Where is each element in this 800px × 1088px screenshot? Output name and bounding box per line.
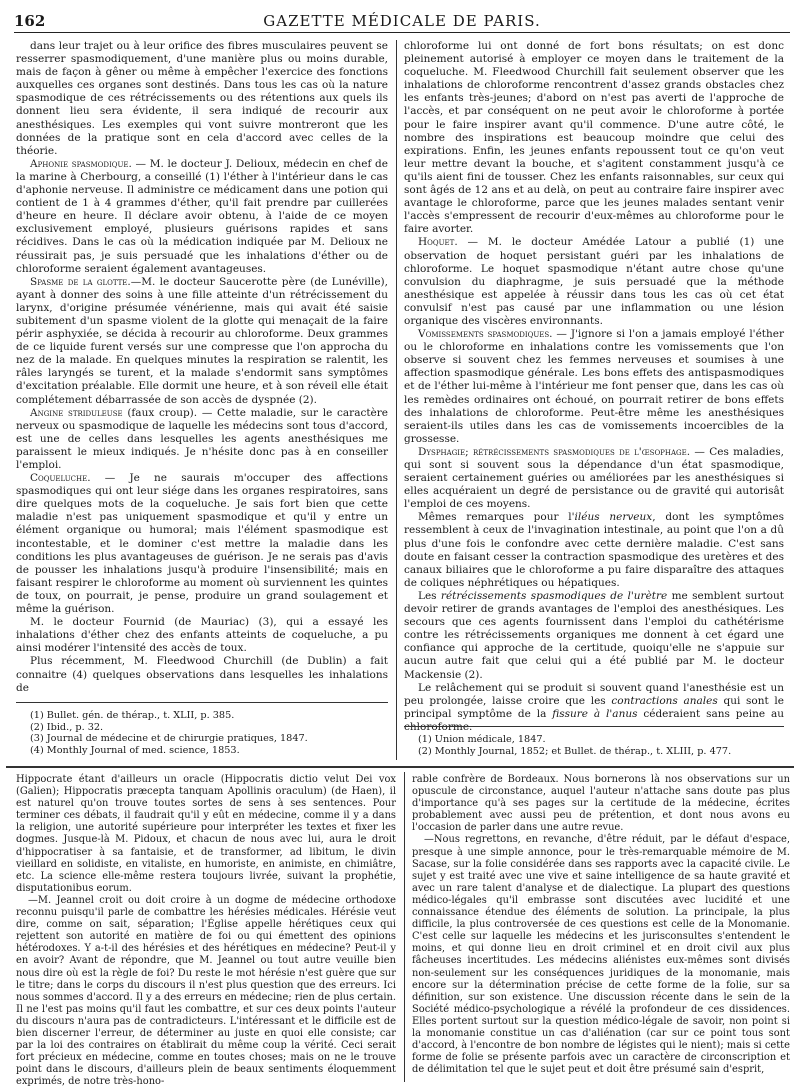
- footnote: (2) Monthly Journal, 1852; et Bullet. de thérap., t. XLIII, p. 477.: [418, 745, 732, 757]
- paragraph: Mêmes remarques pour l'iléus nerveux, dont les symptômes ressemblent à ceux de l'invagination intestinale, au point que l'on a dû plus d'une fois le confondre avec cette dernière maladie. C'est sans doute en faisant cesser la contraction spasmodique des uretères et des canaux biliaires que le chloroforme a pu faire disparaître des attaques de coliques néphrétiques ou hépatiques.: [404, 511, 784, 589]
- footnote: (1) Union médicale, 1847.: [418, 734, 546, 745]
- section-heading: Spasme de la glotte.: [30, 275, 131, 288]
- paragraph: chloroforme lui ont donné de fort bons résultats; on est donc pleinement autorisé à employer ce moyen dans le traitement de la coqueluche. M. Fleedwood Churchill fait seulement observer que les inhalations de chloroforme rencontrent d'assez grands obstacles chez les enfants très-jeunes; d'abord on n'est pas averti de l'approche de l'accès, et par conséquent on ne peut avoir le chloroforme à portée pour le faire inspirer avant qu'il commence. D'une autre côté, le nombre des inspirations est beaucoup moindre que celui des expirations. Enfin, les jeunes enfants repoussent tout ce qu'on veut leur mettre devant la bouche, et s'agitent constamment jusqu'à ce qu'ils aient fini de tousser. Chez les enfants raisonnables, sur ceux qui sont âgés de 12 ans et au delà, on peut au contraire faire inspirer avec avantage le chloroforme, parce que les jeunes malades sentant venir l'accès s'empressent de recourir d'eux-mêmes au chloroforme pour le faire avorter.: [404, 40, 784, 236]
- footnote-rule: [16, 702, 388, 703]
- section-heading: Aphonie spasmodique.: [30, 157, 132, 170]
- section-heading: Coqueluche.: [30, 472, 91, 485]
- upper-right-column: [404, 40, 785, 720]
- footnote: (1) Bullet. gén. de thérap., t. XLII, p. 385.: [30, 710, 235, 721]
- paragraph: Hippocrate étant d'ailleurs un oracle (Hippocratis dictio velut Dei vox (Galien); Hippocratis præcepta tanquam Apollinis oraculum) (de Haen), il est naturel qu'on trouve toutes sortes de sens à ses sentences. Pour terminer ces débats, il faudrait qu'il y eût en médecine, comme il y a dans la religion, une autorité supérieure pour interpréter les textes et fixer les dogmes. Jusque-là M. Pidoux, et chacun de nous avec lui, aura le droit d'hippocratiser à sa fantaisie, et de transformer, ad libitum, le divin vieillard en solidiste, en vitaliste, en humoriste, en animiste, en chimiâtre, etc. La science elle-même restera toujours livrée, suivant la prophétie, disputationibus eorum.: [16, 774, 396, 894]
- paragraph: Coqueluche. — Je ne saurais m'occuper des affections spasmodiques qui ont leur siége dans les organes respiratoires, sans dire quelques mots de la coqueluche. Je sais fort bien que cette maladie n'est pas uniquement spasmodique et qu'il y entre un élément organique ou humoral; mais l'élément spasmodique est incontestable, et le dominer c'est mettre la maladie dans les conditions les plus avantageuses de guérison. Je ne serais pas d'avis de pousser les inhalations jusqu'à produire l'insensibilité; mais en faisant respirer le chloroforme au moment où surviennent les quintes de toux, on pourrait, je pense, produire un grand soulagement et même la guérison.: [16, 472, 388, 616]
- footnotes-right: [418, 734, 786, 757]
- page-number: 162: [14, 12, 46, 30]
- footnotes-left: [30, 710, 385, 756]
- paragraph: Plus récemment, M. Fleedwood Churchill (de Dublin) a fait connaitre (4) quelques observations dans lesquelles les inhalations de: [16, 655, 388, 694]
- paragraph: Les rétrécissements spasmodiques de l'urètre me semblent surtout devoir retirer de grands avantages de l'emploi des anesthésiques. Les secours que ces agents fournissent dans l'emploi du cathétérisme contre les rétrécissements organiques me donnent à cet égard une confiance qui approche de la certitude, quoiqu'elle ne s'appuie sur aucun autre fait que celui qui a été publié par M. le docteur Mackensie (2).: [404, 589, 784, 681]
- section-heading: Dysphagie; rétrécissements spasmodiques de l'œsophage.: [418, 445, 691, 458]
- paragraph: —M. Jeannel croit ou doit croire à un dogme de médecine orthodoxe reconnu puisqu'il parle de combattre les hérésies médicales. Hérésie veut dire, comme on sait, séparation; l'Église appelle hérétiques ceux qui rejettent son autorité en matière de foi ou qui émettent des opinions hétérodoxes. Y a-t-il des hérésies et des hérétiques en médecine? Peut-il y en avoir? Avant de répondre, que M. Jeannel ou tout autre veuille bien nous dire où est la règle de foi? Du reste le mot hérésie n'est guère que sur le titre; dans le corps du discours il n'est plus question que des erreurs. Ici nous sommes d'accord. Il y a des erreurs en médecine; rien de plus certain. Il ne l'est pas moins qu'il faut les combattre, et sur ces deux points l'auteur du discours n'aura pas de contradicteurs. L'intéressant et le difficile est de bien discerner l'erreur, de déterminer au juste en quoi elle consiste; car par la loi des contraires on établirait du même coup la vérité. Ceci serait fort précieux en médecine, comme en toutes choses; mais on ne le trouve point dans le discours, d'ailleurs plein de beaux sentiments éloquemment exprimés, de notre très-hono-: [16, 894, 396, 1088]
- column-divider: [396, 40, 397, 760]
- footnote: (2) Ibid., p. 32.: [30, 721, 104, 733]
- paragraph: —Nous regrettons, en revanche, d'être réduit, par le défaut d'espace, presque à une simple annonce, pour le très-remarquable mémoire de M. Sacase, sur la folie considérée dans ses rapports avec la capacité civile. Le sujet y est traité avec une vive et saine intelligence de sa haute gravité et avec un rare talent d'analyse et de dialectique. La plupart des questions médico-légales qu'il embrasse sont discutées avec lucidité et une connaissance étendue des éléments de solution. La principale, la plus difficile, la plus controversée de ces questions est celle de la Monomanie. C'est celle sur laquelle les médecins et les jurisconsultes s'entendent le moins, et qui donne lieu en droit criminel et en droit civil aux plus fâcheuses incertitudes. Les médecins aliénistes eux-mêmes sont divisés non-seulement sur les conséquences juridiques de la monomanie, mais encore sur la détermination précise de cette forme de la folie, sur sa définition, sur son existence. Une discussion récente dans le sein de la Société médico-psychologique a révélé la profondeur de ces dissidences. Elles portent surtout sur la question médico-légale de savoir, non point si la monomanie constitue un cas d'aliénation (car sur ce point tous sont d'accord, à l'encontre de bon nombre de légistes qui le nient); mais si cette forme de folie se présente parfois avec un caractère de circonscription et de délimitation tel que le sujet peut et doit être présumé sain d'esprit,: [412, 834, 790, 1076]
- paragraph: rable confrère de Bordeaux. Nous bornerons là nos observations sur un opuscule de circonstance, auquel l'auteur n'attache sans doute pas plus d'importance qu'à ses pages sur la certitude de la médecine, écrites probablement avec aussi peu de prétention, et dont nous avons eu l'occasion de parler dans une autre revue.: [412, 774, 790, 834]
- paragraph: Aphonie spasmodique. — M. le docteur J. Delioux, médecin en chef de la marine à Cherbourg, a conseillé (1) l'éther à l'intérieur dans le cas d'aphonie nerveuse. Il administre ce médicament dans une potion qui contient de 1 à 4 grammes d'éther, qu'il fait prendre par cuillerées d'heure en heure. Il déclare avoir obtenu, à l'aide de ce moyen exclusivement employé, plusieurs guérisons rapides et sans récidives. Dans le cas où la médication indiquée par M. Delioux ne réussirait pas, je suis persuadé que les inhalations d'éther ou de chloroforme seraient également avantageuses.: [16, 157, 388, 275]
- lower-left-column: [16, 774, 396, 1088]
- page-header: [14, 10, 790, 33]
- column-divider: [404, 772, 405, 1082]
- paragraph: M. le docteur Fournid (de Mauriac) (3), qui a essayé les inhalations d'éther chez des enfants atteints de coqueluche, a pu ainsi modérer l'intensité des accès de toux.: [16, 616, 388, 655]
- section-heading: Angine striduleuse: [30, 406, 123, 419]
- paragraph: dans leur trajet ou à leur orifice des fibres musculaires peuvent se resserrer spasmodiquement, d'une manière plus ou moins durable, mais de façon à gêner ou même à empêcher l'exercice des fonctions auxquelles ces organes sont destinés. Dans tous les cas où la nature spasmodique de ces rétrécissements ou des rétentions aux quels ils donnent lieu sera évidente, il sera indiqué de recourir aux anesthésiques. Les exemples qui vont suivre montreront que les données de la pratique sont en cela d'accord avec celles de la théorie.: [16, 40, 388, 157]
- lower-right-column: [412, 774, 790, 1082]
- paragraph: Le relâchement qui se produit si souvent quand l'anesthésie est un peu prolongée, laisse croire que les contractions anales qui sont le principal symptôme de la fissure à l'anus céderaient sans peine au: [404, 681, 785, 720]
- paragraph: Spasme de la glotte.—M. le docteur Saucerotte père (de Lunéville), ayant à donner des soins à une fille atteinte d'un rétrécissement du larynx, d'origine présumée vénérienne, mais qui avait été saisie subitement d'un spasme violent de la glotte qui menaçait de la faire périr asphyxiée, se décida à recourir au chloroforme. Deux grammes de ce liquide furent versés sur une compresse que l'on approcha du nez de la malade. En quelques minutes la respiration se ralentit, les râles laryngés se turent, et la malade s'endormit sans symptômes d'excitation préalable. Elle dormit une heure, et à son réveil elle était complétement débarrassée de son accès de dyspnée (2).: [16, 275, 388, 406]
- section-heading: Hoquet.: [418, 236, 458, 249]
- section-divider: [6, 766, 794, 768]
- paragraph: Hoquet. — M. le docteur Amédée Latour a publié (1) une observation de hoquet persistant guéri par les inhalations de chloroforme. Le hoquet spasmodique n'étant autre chose qu'une convulsion du diaphragme, je suis persuadé que la méthode anesthésique est appelée à réussir dans tous les cas où cet état convulsif n'est pas causé par une inflammation ou une lésion organique des viscères environnants.: [404, 236, 784, 327]
- footnote: (4) Monthly Journal of med. science, 1853.: [30, 744, 240, 756]
- running-title: GAZETTE MÉDICALE DE PARIS.: [263, 12, 541, 30]
- paragraph: Vomissements spasmodiques. — J'ignore si l'on a jamais employé l'éther ou le chloroforme en inhalations contre les vomissements que l'on observe si souvent chez les femmes nerveuses et soumises à une affection spasmodique générale. Les bons effets des antispasmodiques et de l'éther lui-même à l'intérieur me font penser que, dans les cas où les remèdes ordinaires ont échoué, on pourrait retirer de bons effets des inhalations de chloroforme. Peut-être même les anesthésiques seraient-ils utiles dans les cas de vomissements incoercibles de la grossesse.: [404, 328, 784, 445]
- paragraph: Angine striduleuse (faux croup). — Cette maladie, sur le caractère nerveux ou spasmodique de laquelle les médecins sont tous d'accord, est une de celles dans lesquelles les agents anesthésiques me paraissent le mieux indiqués. Je n'hésite donc pas à en conseiller l'emploi.: [16, 406, 389, 471]
- footnote: (3) Journal de médecine et de chirurgie pratiques, 1847.: [30, 733, 308, 745]
- section-heading: Vomissements spasmodiques.: [418, 328, 553, 341]
- upper-left-column: [16, 40, 388, 695]
- paragraph: Dysphagie; rétrécissements spasmodiques de l'œsophage. — Ces maladies, qui sont si souvent sous la dépendance d'un état spasmodique, seraient certainement guéries ou améliorées par les anesthésiques si elles acquéraient un degré de persistance ou de gravité qui autorisât l'emploi de ces moyens.: [404, 445, 784, 511]
- footnote-rule: [404, 726, 784, 727]
